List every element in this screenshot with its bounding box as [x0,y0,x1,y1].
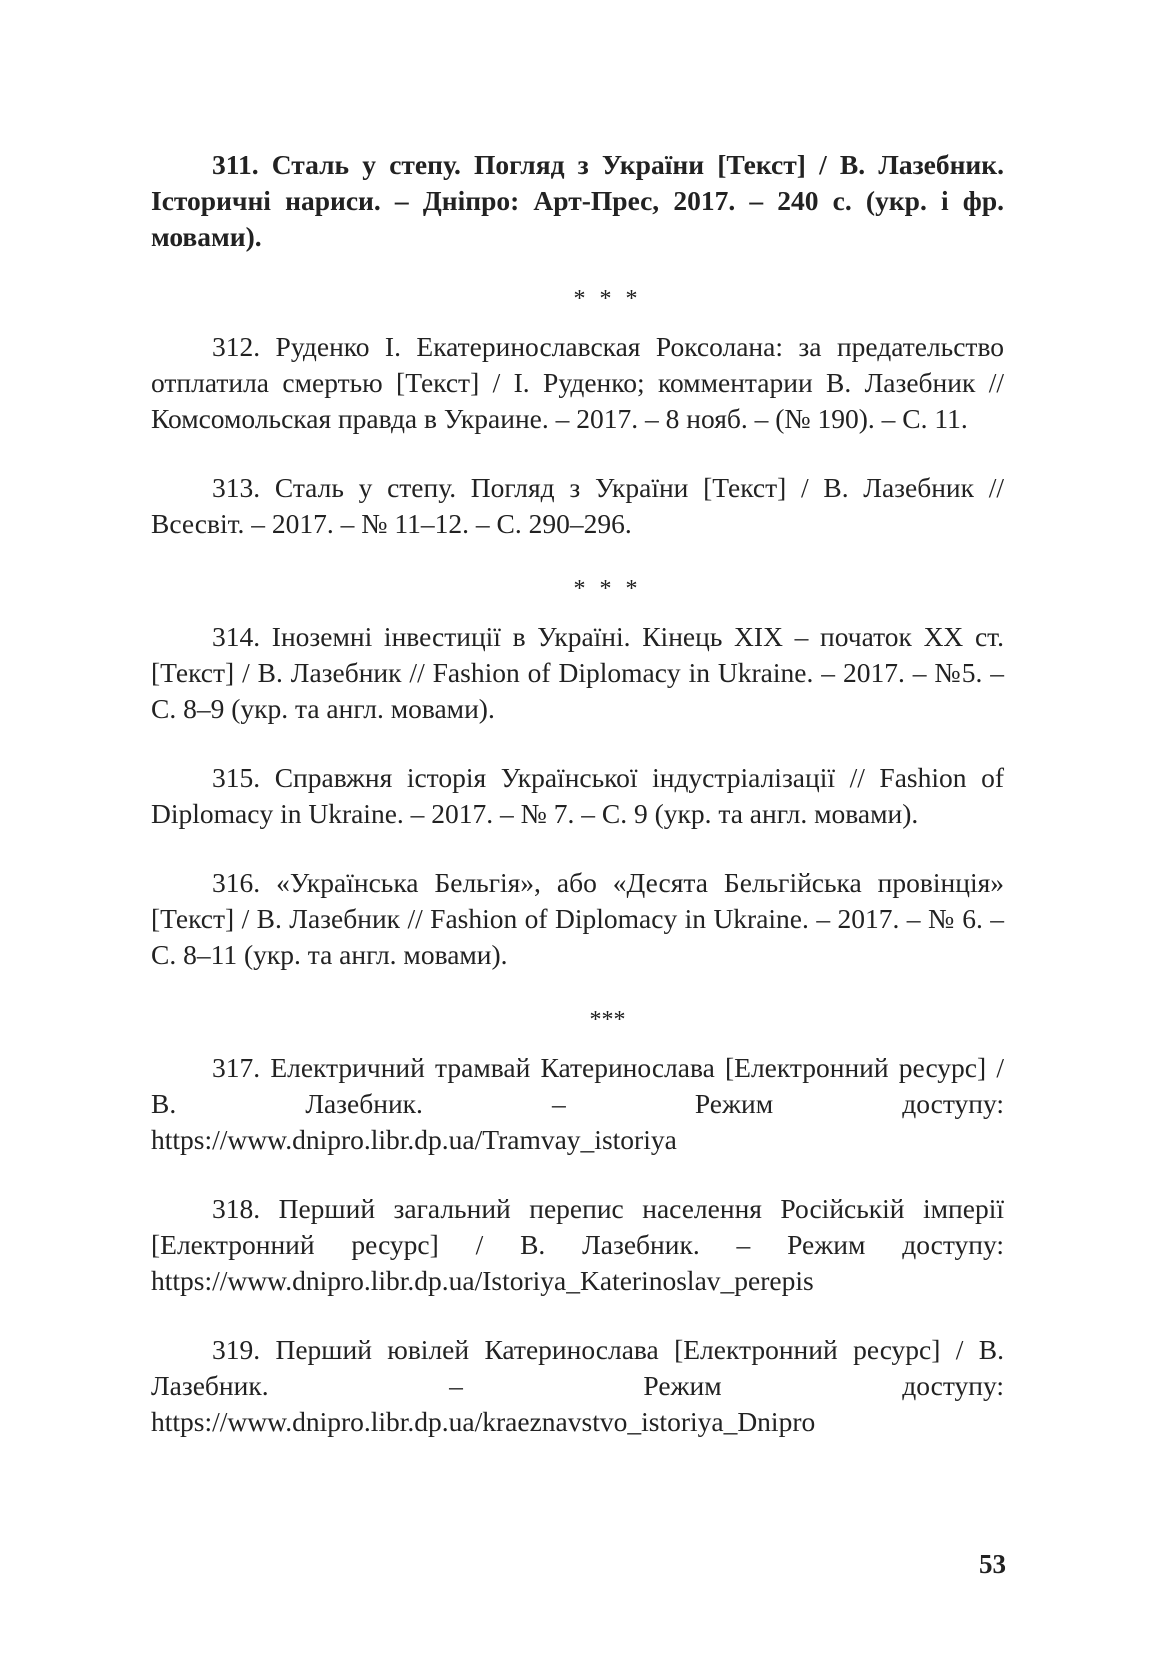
bibliography-entry-318: 318. Перший загальний перепис населення Російській імперії [Електронний ресурс] / В. Лазебник. – Режим доступу: https://www.dnipro.libr.dp.ua/Istoriya_Katerinoslav_perepis [151,1193,1004,1296]
bibliography-entry-312: 312. Руденко І. Екатеринославская Роксолана: за предательство отплатила смертью [Текст] / І. Руденко; комментарии В. Лазебник // Комсомольская правда в Украине. – 2017. – 8 нояб. – (№ 190). – С. 11. [151,331,1004,434]
section-separator: * * * [573,576,642,602]
bibliography-entry-314: 314. Іноземні інвестиції в Україні. Кінець ХІХ – початок ХХ ст. [Текст] / В. Лазебник // Fashion of Diplomacy in Ukraine. – 2017. – №5. – С. 8–9 (укр. та англ. мовами). [151,621,1004,724]
section-separator: *** [589,1007,626,1033]
document-page [151,147,1004,1473]
bibliography-entry-316: 316. «Українська Бельгія», або «Десята Бельгійська провінція» [Текст] / В. Лазебник // Fashion of Diplomacy in Ukraine. – 2017. – № 6. – С. 8–11 (укр. та англ. мовами). [151,867,1004,970]
bibliography-entry-313: 313. Сталь у степу. Погляд з України [Текст] / В. Лазебник // Всесвіт. – 2017. – № 11–12. – С. 290–296. [151,472,1004,539]
bibliography-entry-311: 311. Сталь у степу. Погляд з України [Текст] / В. Лазебник. Історичні нариси. – Дніпро: Арт-Прес, 2017. – 240 с. (укр. і фр. мовами). [151,149,1004,252]
section-separator: * * * [573,286,642,312]
page-number: 53 [979,1549,1006,1579]
bibliography-entry-319: 319. Перший ювілей Катеринослава [Електронний ресурс] / В. Лазебник. – Режим доступу: https://www.dnipro.libr.dp.ua/kraeznavstvo_istoriya_Dnipro [151,1334,1004,1437]
bibliography-entry-317: 317. Електричний трамвай Катеринослава [Електронний ресурс] / В. Лазебник. – Режим доступу: https://www.dnipro.libr.dp.ua/Tramvay_istoriya [151,1052,1004,1155]
bibliography-entry-315: 315. Справжня історія Української індустріалізації // Fashion of Diplomacy in Ukraine. – 2017. – № 7. – С. 9 (укр. та англ. мовами). [151,762,1004,829]
